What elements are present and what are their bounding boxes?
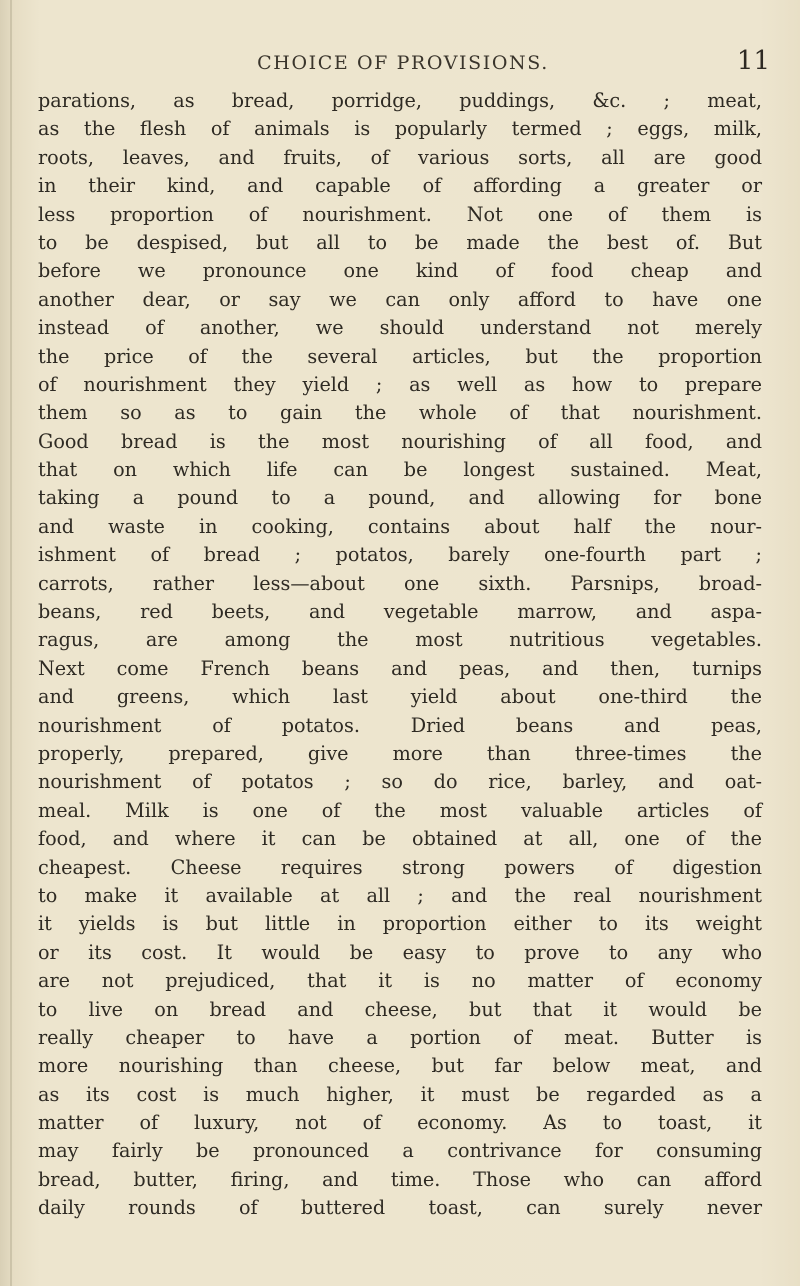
text-line: to make it available at all ; and the real nourishment — [38, 883, 762, 907]
text-line: before we pronounce one kind of food cheap and — [38, 259, 762, 283]
text-line: really cheaper to have a portion of meat. Butter is — [38, 1025, 762, 1049]
text-line: them so as to gain the whole of that nourishment. — [38, 401, 762, 425]
text-line: beans, red beets, and vegetable marrow, and aspa- — [38, 600, 762, 624]
text-line: nourishment of potatos. Dried beans and peas, — [38, 713, 762, 737]
running-title: CHOICE OF PROVISIONS. — [257, 52, 549, 74]
text-line: daily rounds of buttered toast, can surely never — [38, 1196, 762, 1220]
text-line: may fairly be pronounced a contrivance for consuming — [38, 1139, 762, 1163]
text-line: to live on bread and cheese, but that it would be — [38, 997, 762, 1021]
text-line: of nourishment they yield ; as well as how to prepare — [38, 372, 762, 396]
text-line: meal. Milk is one of the most valuable articles of — [38, 798, 762, 822]
text-line: ishment of bread ; potatos, barely one-fourth part ; — [38, 543, 762, 567]
text-line: ragus, are among the most nutritious vegetables. — [38, 628, 762, 652]
text-line: properly, prepared, give more than three-times the — [38, 741, 762, 765]
text-line: the price of the several articles, but the proportion — [38, 344, 762, 368]
text-line: less proportion of nourishment. Not one of them is — [38, 202, 762, 226]
text-line: nourishment of potatos ; so do rice, barley, and oat- — [38, 770, 762, 794]
text-line: that on which life can be longest sustained. Meat, — [38, 458, 762, 482]
page-number: 11 — [736, 46, 770, 76]
text-line: it yields is but little in proportion either to its weight — [38, 912, 762, 936]
text-line: and greens, which last yield about one-third the — [38, 685, 762, 709]
text-line: or its cost. It would be easy to prove to any who — [38, 940, 762, 964]
text-line: to be despised, but all to be made the best of. But — [38, 230, 762, 254]
text-line: roots, leaves, and fruits, of various sorts, all are good — [38, 145, 762, 169]
text-line: as its cost is much higher, it must be regarded as a — [38, 1082, 762, 1106]
text-line: in their kind, and capable of affording a greater or — [38, 174, 762, 198]
text-line: Next come French beans and peas, and then, turnips — [38, 656, 762, 680]
text-line: are not prejudiced, that it is no matter of economy — [38, 969, 762, 993]
body-text — [38, 87, 762, 1223]
text-line: as the flesh of animals is popularly termed ; eggs, milk, — [38, 117, 762, 141]
text-line: cheapest. Cheese requires strong powers of digestion — [38, 855, 762, 879]
text-line: and waste in cooking, contains about half the nour- — [38, 514, 762, 538]
text-line: another dear, or say we can only afford to have one — [38, 287, 762, 311]
text-line: bread, butter, firing, and time. Those who can afford — [38, 1167, 762, 1191]
text-line: more nourishing than cheese, but far below meat, and — [38, 1054, 762, 1078]
text-line: Good bread is the most nourishing of all food, and — [38, 429, 762, 453]
text-line: matter of luxury, not of economy. As to toast, it — [38, 1111, 762, 1135]
text-line: parations, as bread, porridge, puddings, &c. ; meat, — [38, 89, 762, 112]
text-line: taking a pound to a pound, and allowing for bone — [38, 486, 762, 510]
running-head — [36, 46, 770, 82]
text-line: carrots, rather less—about one sixth. Parsnips, broad- — [38, 571, 762, 595]
text-line: instead of another, we should understand not merely — [38, 316, 762, 340]
text-line: food, and where it can be obtained at all, one of the — [38, 827, 762, 851]
page-gutter-edge — [10, 0, 12, 1286]
